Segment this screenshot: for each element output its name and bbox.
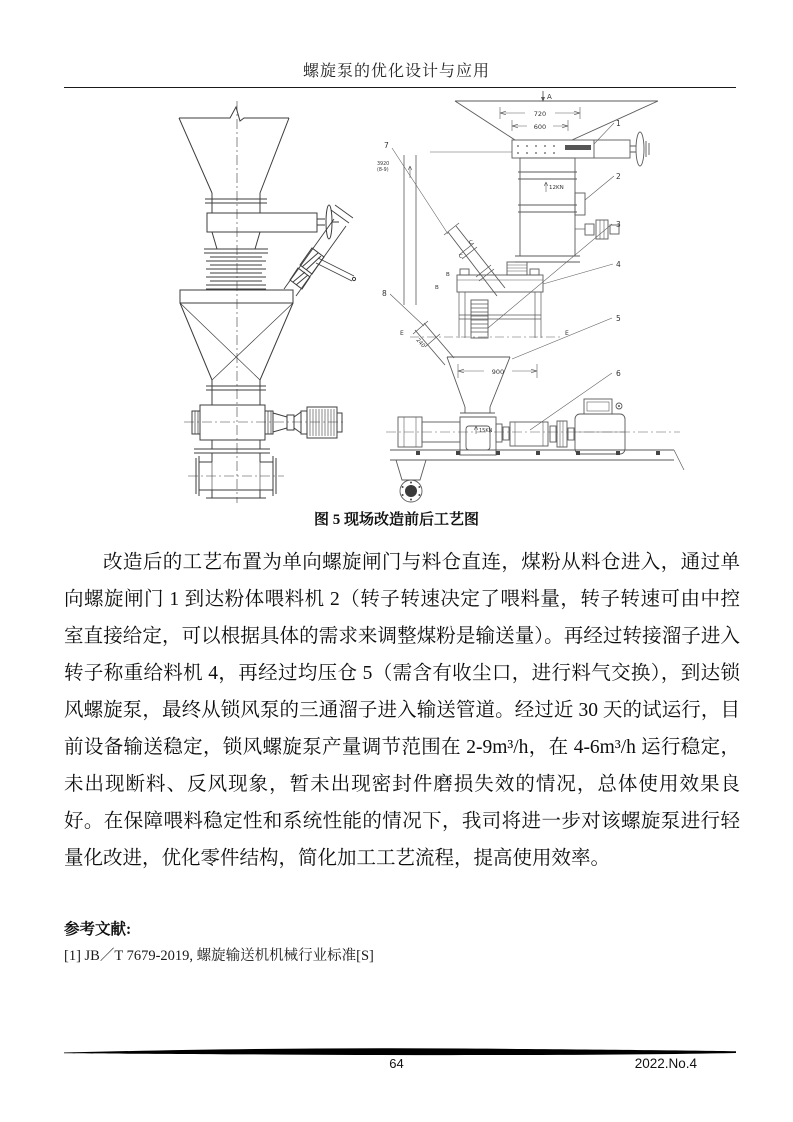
right-diagram-lines (386, 91, 684, 502)
reference-item: [1] JB／T 7679-2019, 螺旋输送机机械行业标准[S] (64, 948, 374, 964)
section-c-label-2: C (459, 254, 463, 260)
callout-7: 7 (384, 141, 389, 150)
section-e-label-left: E (400, 330, 404, 337)
page-title: 螺旋泵的优化设计与应用 (302, 63, 490, 80)
callout-4: 4 (616, 260, 621, 269)
load-12kn-label: 12KN (549, 185, 564, 191)
figure-caption: 图 5 现场改造前后工艺图 (313, 512, 479, 528)
dim-900-label: 900 (491, 368, 505, 376)
left-diagram-lines (179, 101, 356, 503)
page-number: 64 (389, 1056, 404, 1071)
callout-5: 5 (616, 314, 621, 323)
standpipe-note-line1: 3920 (377, 162, 390, 167)
references-heading: 参考文献: (64, 921, 132, 938)
dim-240-label: 240 (414, 337, 426, 350)
left-process-diagram (148, 93, 383, 508)
section-b-label-1: B (446, 272, 450, 278)
section-a-label: A (547, 93, 552, 101)
section-c-label-1: C (469, 240, 473, 246)
callout-6: 6 (616, 369, 621, 378)
section-e-label-right: E (565, 330, 569, 337)
issue-label: 2022.No.4 (634, 1056, 697, 1071)
dim-600-label: 600 (533, 123, 547, 131)
dim-720-label: 720 (533, 110, 547, 118)
callout-2: 2 (616, 172, 621, 181)
callout-3: 3 (616, 220, 621, 229)
section-b-label-2: B (435, 285, 439, 291)
right-process-diagram (372, 88, 692, 513)
callout-1: 1 (616, 119, 621, 128)
right-diagram-labels (377, 93, 621, 434)
standpipe-note-line2: (8-9) (377, 168, 389, 173)
body-paragraph: 改造后的工艺布置为单向螺旋闸门与料仓直连，煤粉从料仓进入，通过单向螺旋闸门 1 到达粉体喂料机 2（转子转速决定了喂料量，转子转速可由中控室直接给定，可以根据具体的需求来调整煤粉是输送量）。再经过转接溜子进入转子称重给料机 4，再经过均压仓 5（需含有收尘口，进行料气交换），到达锁风螺旋泵，最终从锁风泵的三通溜子进入输送管道。经过近 30 天的试运行，目前设备输送稳定，锁风螺旋泵产量调节范围在 2-9m³/h，在 4-6m³/h 运行稳定，未出现断料、反风现象，暂未出现密封件磨损失效的情况，总体使用效果良好。在保障喂料稳定性和系统性能的情况下，我司将进一步对该螺旋泵进行轻量化改进，优化零件结构，简化加工工艺流程，提高使用效率。 (64, 552, 740, 869)
callout-8: 8 (382, 289, 387, 298)
load-15kn-label: 15KN (479, 428, 493, 434)
